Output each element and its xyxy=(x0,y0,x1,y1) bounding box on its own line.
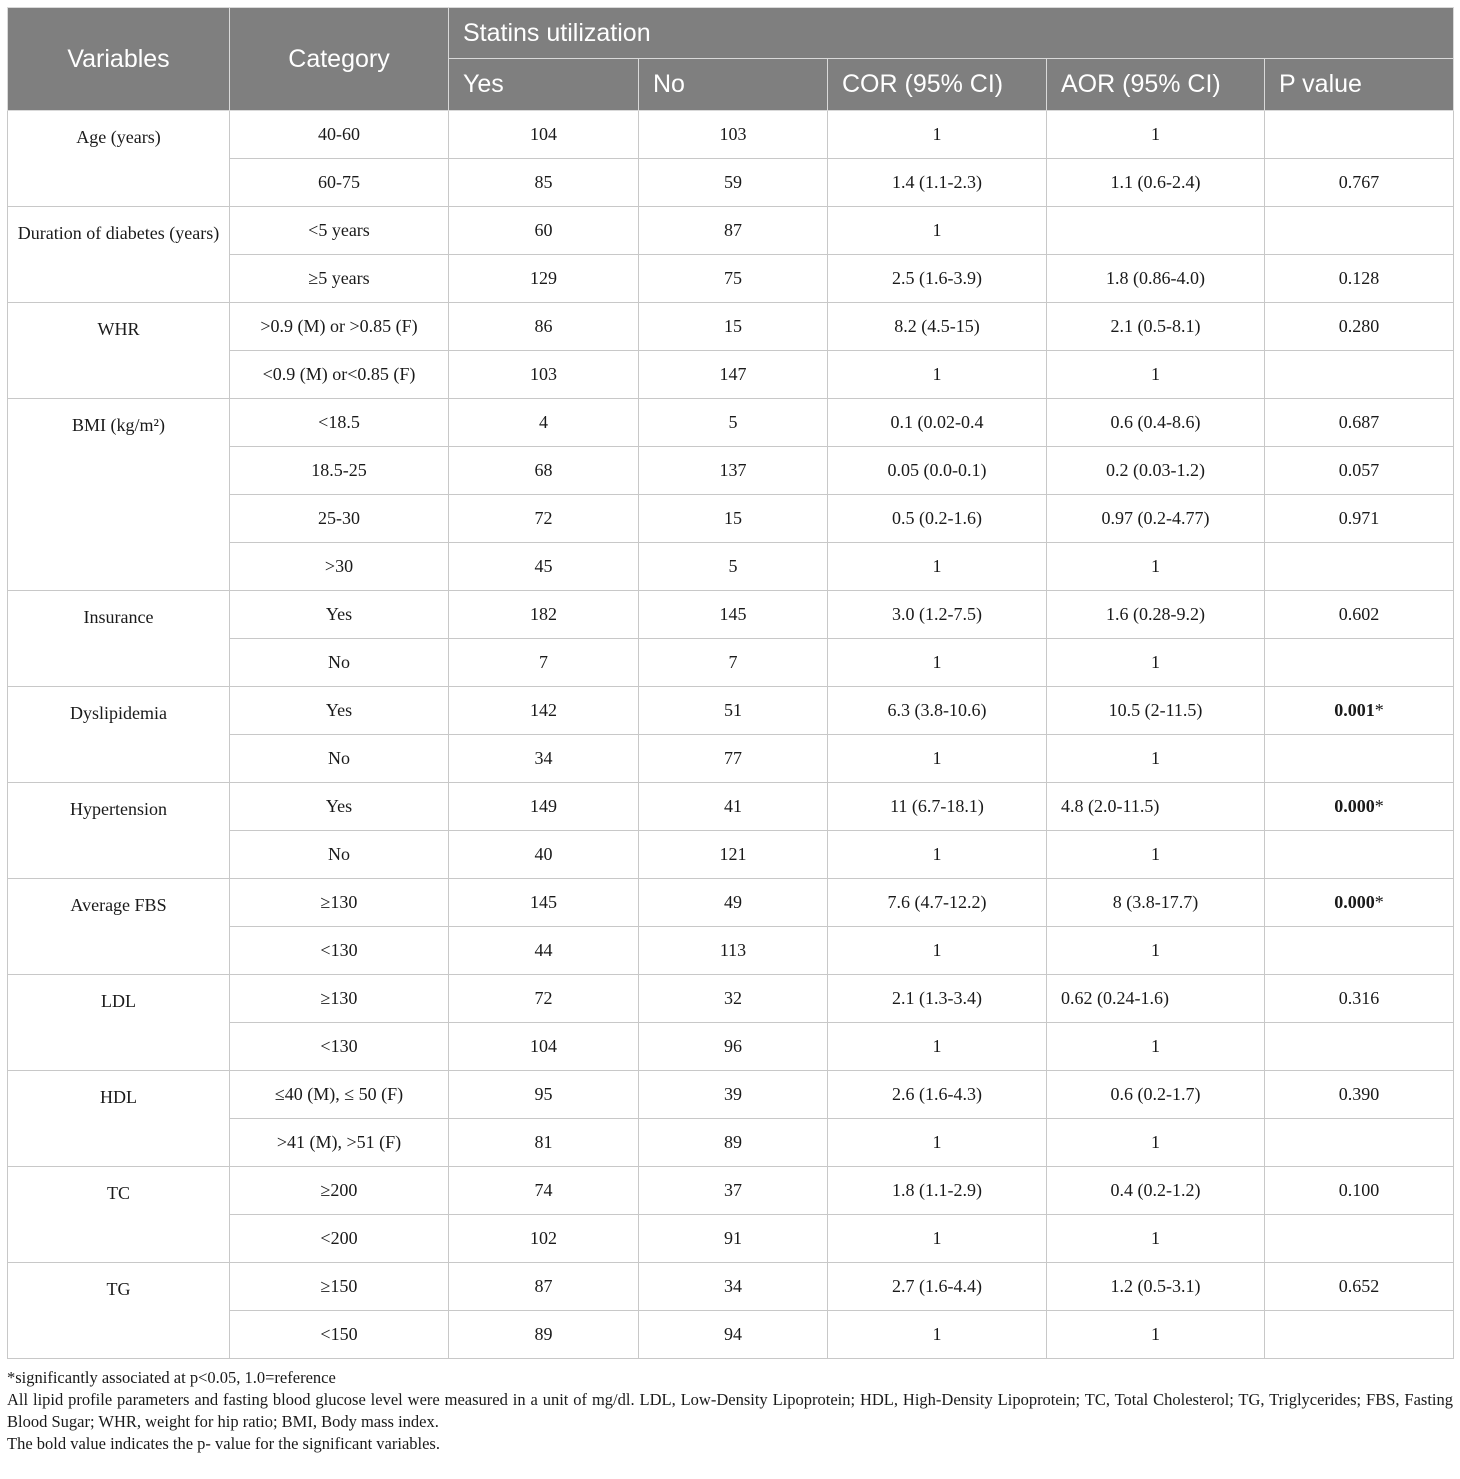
yes-count-cell: 102 xyxy=(449,1215,639,1263)
no-count-cell: 89 xyxy=(639,1119,828,1167)
variable-cell: Duration of diabetes (years) xyxy=(8,207,230,303)
p-value-cell xyxy=(1265,879,1454,927)
table-row xyxy=(8,975,1454,1023)
table-row xyxy=(8,207,1454,255)
aor-cell: 0.2 (0.03-1.2) xyxy=(1047,447,1265,495)
aor-cell: 10.5 (2-11.5) xyxy=(1047,687,1265,735)
aor-cell: 1 xyxy=(1047,831,1265,879)
p-value-cell: 0.390 xyxy=(1265,1071,1454,1119)
category-cell: >41 (M), >51 (F) xyxy=(230,1119,449,1167)
aor-cell: 0.97 (0.2-4.77) xyxy=(1047,495,1265,543)
category-cell: <150 xyxy=(230,1311,449,1359)
category-cell: ≥5 years xyxy=(230,255,449,303)
table-row xyxy=(8,687,1454,735)
category-cell: ≥200 xyxy=(230,1167,449,1215)
p-value-cell xyxy=(1265,1311,1454,1359)
p-value-cell: 0.971 xyxy=(1265,495,1454,543)
p-value-cell xyxy=(1265,687,1454,735)
header-p-value: P value xyxy=(1265,59,1454,111)
no-count-cell: 121 xyxy=(639,831,828,879)
no-count-cell: 34 xyxy=(639,1263,828,1311)
yes-count-cell: 74 xyxy=(449,1167,639,1215)
no-count-cell: 91 xyxy=(639,1215,828,1263)
yes-count-cell: 104 xyxy=(449,111,639,159)
p-value-cell xyxy=(1265,927,1454,975)
no-count-cell: 103 xyxy=(639,111,828,159)
yes-count-cell: 145 xyxy=(449,879,639,927)
table-row xyxy=(8,879,1454,927)
cor-cell: 1 xyxy=(828,1215,1047,1263)
yes-count-cell: 86 xyxy=(449,303,639,351)
header-cor: COR (95% CI) xyxy=(828,59,1047,111)
table-row xyxy=(8,111,1454,159)
cor-cell: 1 xyxy=(828,735,1047,783)
cor-cell: 6.3 (3.8-10.6) xyxy=(828,687,1047,735)
no-count-cell: 59 xyxy=(639,159,828,207)
cor-cell: 1 xyxy=(828,1311,1047,1359)
category-cell: <18.5 xyxy=(230,399,449,447)
p-value-cell: 0.100 xyxy=(1265,1167,1454,1215)
p-value-bold: 0.000 xyxy=(1334,796,1375,816)
aor-cell: 1.6 (0.28-9.2) xyxy=(1047,591,1265,639)
p-value-cell xyxy=(1265,639,1454,687)
p-value-cell xyxy=(1265,1023,1454,1071)
cor-cell: 7.6 (4.7-12.2) xyxy=(828,879,1047,927)
cor-cell: 1 xyxy=(828,207,1047,255)
footnote-bold: The bold value indicates the p- value for the significant variables. xyxy=(7,1434,440,1453)
variable-cell: Dyslipidemia xyxy=(8,687,230,783)
aor-cell: 1 xyxy=(1047,735,1265,783)
p-value-cell xyxy=(1265,735,1454,783)
cor-cell: 8.2 (4.5-15) xyxy=(828,303,1047,351)
variable-cell: Hypertension xyxy=(8,783,230,879)
aor-cell: 2.1 (0.5-8.1) xyxy=(1047,303,1265,351)
category-cell: 25-30 xyxy=(230,495,449,543)
significance-mark: * xyxy=(1374,700,1384,720)
p-value-cell: 0.128 xyxy=(1265,255,1454,303)
aor-cell: 0.6 (0.4-8.6) xyxy=(1047,399,1265,447)
cor-cell: 1 xyxy=(828,831,1047,879)
no-count-cell: 147 xyxy=(639,351,828,399)
no-count-cell: 113 xyxy=(639,927,828,975)
yes-count-cell: 182 xyxy=(449,591,639,639)
yes-count-cell: 149 xyxy=(449,783,639,831)
no-count-cell: 5 xyxy=(639,543,828,591)
category-cell: Yes xyxy=(230,591,449,639)
cor-cell: 11 (6.7-18.1) xyxy=(828,783,1047,831)
no-count-cell: 7 xyxy=(639,639,828,687)
yes-count-cell: 142 xyxy=(449,687,639,735)
no-count-cell: 51 xyxy=(639,687,828,735)
table-body xyxy=(8,111,1454,1359)
category-cell: Yes xyxy=(230,783,449,831)
yes-count-cell: 72 xyxy=(449,975,639,1023)
no-count-cell: 15 xyxy=(639,303,828,351)
aor-cell: 1.8 (0.86-4.0) xyxy=(1047,255,1265,303)
yes-count-cell: 129 xyxy=(449,255,639,303)
yes-count-cell: 40 xyxy=(449,831,639,879)
p-value-cell xyxy=(1265,1119,1454,1167)
no-count-cell: 145 xyxy=(639,591,828,639)
cor-cell: 2.1 (1.3-3.4) xyxy=(828,975,1047,1023)
aor-cell: 1 xyxy=(1047,543,1265,591)
variable-cell: WHR xyxy=(8,303,230,399)
table-row xyxy=(8,783,1454,831)
cor-cell: 2.7 (1.6-4.4) xyxy=(828,1263,1047,1311)
statins-utilization-table xyxy=(7,7,1454,1359)
yes-count-cell: 44 xyxy=(449,927,639,975)
table-row xyxy=(8,1167,1454,1215)
yes-count-cell: 85 xyxy=(449,159,639,207)
header-aor: AOR (95% CI) xyxy=(1047,59,1265,111)
category-cell: Yes xyxy=(230,687,449,735)
aor-cell: 1.2 (0.5-3.1) xyxy=(1047,1263,1265,1311)
cor-cell: 1 xyxy=(828,639,1047,687)
aor-cell: 1 xyxy=(1047,1215,1265,1263)
variable-cell: Average FBS xyxy=(8,879,230,975)
variable-cell: LDL xyxy=(8,975,230,1071)
footnote-abbreviations: All lipid profile parameters and fasting blood glucose level were measured in a unit of mg/dl. LDL, Low-Density Lipoprotein; HDL, High-Density Lipoprotein; TC, Total Cholesterol; TG, Triglycerides; FBS, Fasting Blood Sugar; WHR, weight for hip ratio; BMI, Body mass index. xyxy=(7,1390,1453,1431)
no-count-cell: 49 xyxy=(639,879,828,927)
category-cell: >30 xyxy=(230,543,449,591)
category-cell: <130 xyxy=(230,1023,449,1071)
yes-count-cell: 68 xyxy=(449,447,639,495)
yes-count-cell: 4 xyxy=(449,399,639,447)
cor-cell: 3.0 (1.2-7.5) xyxy=(828,591,1047,639)
p-value-bold: 0.001 xyxy=(1334,700,1375,720)
aor-cell xyxy=(1047,207,1265,255)
no-count-cell: 5 xyxy=(639,399,828,447)
aor-cell: 4.8 (2.0-11.5) xyxy=(1047,783,1265,831)
p-value-cell: 0.767 xyxy=(1265,159,1454,207)
significance-mark: * xyxy=(1374,796,1384,816)
header-no: No xyxy=(639,59,828,111)
cor-cell: 2.5 (1.6-3.9) xyxy=(828,255,1047,303)
category-cell: No xyxy=(230,831,449,879)
category-cell: <200 xyxy=(230,1215,449,1263)
category-cell: ≥150 xyxy=(230,1263,449,1311)
aor-cell: 1 xyxy=(1047,1119,1265,1167)
table-header xyxy=(8,8,1454,111)
cor-cell: 1.8 (1.1-2.9) xyxy=(828,1167,1047,1215)
cor-cell: 1 xyxy=(828,351,1047,399)
p-value-cell xyxy=(1265,783,1454,831)
aor-cell: 0.62 (0.24-1.6) xyxy=(1047,975,1265,1023)
table-row xyxy=(8,1071,1454,1119)
variable-cell: HDL xyxy=(8,1071,230,1167)
category-cell: <0.9 (M) or<0.85 (F) xyxy=(230,351,449,399)
aor-cell: 8 (3.8-17.7) xyxy=(1047,879,1265,927)
header-category: Category xyxy=(230,8,449,111)
p-value-cell xyxy=(1265,831,1454,879)
yes-count-cell: 34 xyxy=(449,735,639,783)
yes-count-cell: 104 xyxy=(449,1023,639,1071)
yes-count-cell: 72 xyxy=(449,495,639,543)
yes-count-cell: 89 xyxy=(449,1311,639,1359)
no-count-cell: 15 xyxy=(639,495,828,543)
category-cell: No xyxy=(230,735,449,783)
table-footnotes xyxy=(7,1367,1453,1455)
no-count-cell: 39 xyxy=(639,1071,828,1119)
aor-cell: 1.1 (0.6-2.4) xyxy=(1047,159,1265,207)
table-row xyxy=(8,303,1454,351)
category-cell: No xyxy=(230,639,449,687)
yes-count-cell: 45 xyxy=(449,543,639,591)
no-count-cell: 75 xyxy=(639,255,828,303)
no-count-cell: 87 xyxy=(639,207,828,255)
cor-cell: 1 xyxy=(828,543,1047,591)
p-value-cell: 0.687 xyxy=(1265,399,1454,447)
variable-cell: Age (years) xyxy=(8,111,230,207)
p-value-cell: 0.652 xyxy=(1265,1263,1454,1311)
category-cell: ≤40 (M), ≤ 50 (F) xyxy=(230,1071,449,1119)
cor-cell: 0.05 (0.0-0.1) xyxy=(828,447,1047,495)
significance-mark: * xyxy=(1374,892,1384,912)
category-cell: <5 years xyxy=(230,207,449,255)
yes-count-cell: 7 xyxy=(449,639,639,687)
yes-count-cell: 87 xyxy=(449,1263,639,1311)
cor-cell: 2.6 (1.6-4.3) xyxy=(828,1071,1047,1119)
aor-cell: 0.4 (0.2-1.2) xyxy=(1047,1167,1265,1215)
p-value-cell xyxy=(1265,111,1454,159)
yes-count-cell: 81 xyxy=(449,1119,639,1167)
header-yes: Yes xyxy=(449,59,639,111)
cor-cell: 0.5 (0.2-1.6) xyxy=(828,495,1047,543)
category-cell: >0.9 (M) or >0.85 (F) xyxy=(230,303,449,351)
cor-cell: 1 xyxy=(828,927,1047,975)
aor-cell: 1 xyxy=(1047,1311,1265,1359)
aor-cell: 1 xyxy=(1047,351,1265,399)
yes-count-cell: 60 xyxy=(449,207,639,255)
aor-cell: 1 xyxy=(1047,639,1265,687)
aor-cell: 1 xyxy=(1047,1023,1265,1071)
no-count-cell: 94 xyxy=(639,1311,828,1359)
cor-cell: 1 xyxy=(828,1023,1047,1071)
p-value-cell xyxy=(1265,207,1454,255)
variable-cell: Insurance xyxy=(8,591,230,687)
p-value-cell: 0.602 xyxy=(1265,591,1454,639)
category-cell: <130 xyxy=(230,927,449,975)
variable-cell: TC xyxy=(8,1167,230,1263)
p-value-cell xyxy=(1265,351,1454,399)
aor-cell: 1 xyxy=(1047,927,1265,975)
category-cell: 18.5-25 xyxy=(230,447,449,495)
p-value-cell: 0.057 xyxy=(1265,447,1454,495)
category-cell: 60-75 xyxy=(230,159,449,207)
p-value-cell xyxy=(1265,543,1454,591)
p-value-cell: 0.280 xyxy=(1265,303,1454,351)
cor-cell: 1 xyxy=(828,111,1047,159)
footnote-significance: *significantly associated at p<0.05, 1.0=reference xyxy=(7,1368,336,1387)
p-value-cell: 0.316 xyxy=(1265,975,1454,1023)
no-count-cell: 37 xyxy=(639,1167,828,1215)
table-row xyxy=(8,591,1454,639)
table-row xyxy=(8,399,1454,447)
yes-count-cell: 95 xyxy=(449,1071,639,1119)
no-count-cell: 96 xyxy=(639,1023,828,1071)
statins-table-container xyxy=(7,7,1453,1455)
p-value-bold: 0.000 xyxy=(1334,892,1375,912)
category-cell: ≥130 xyxy=(230,975,449,1023)
no-count-cell: 32 xyxy=(639,975,828,1023)
aor-cell: 0.6 (0.2-1.7) xyxy=(1047,1071,1265,1119)
no-count-cell: 41 xyxy=(639,783,828,831)
variable-cell: BMI (kg/m²) xyxy=(8,399,230,591)
category-cell: ≥130 xyxy=(230,879,449,927)
category-cell: 40-60 xyxy=(230,111,449,159)
header-variables: Variables xyxy=(8,8,230,111)
aor-cell: 1 xyxy=(1047,111,1265,159)
cor-cell: 1.4 (1.1-2.3) xyxy=(828,159,1047,207)
no-count-cell: 137 xyxy=(639,447,828,495)
table-row xyxy=(8,1263,1454,1311)
cor-cell: 1 xyxy=(828,1119,1047,1167)
no-count-cell: 77 xyxy=(639,735,828,783)
variable-cell: TG xyxy=(8,1263,230,1359)
header-statins-utilization: Statins utilization xyxy=(449,8,1454,59)
yes-count-cell: 103 xyxy=(449,351,639,399)
p-value-cell xyxy=(1265,1215,1454,1263)
cor-cell: 0.1 (0.02-0.4 xyxy=(828,399,1047,447)
